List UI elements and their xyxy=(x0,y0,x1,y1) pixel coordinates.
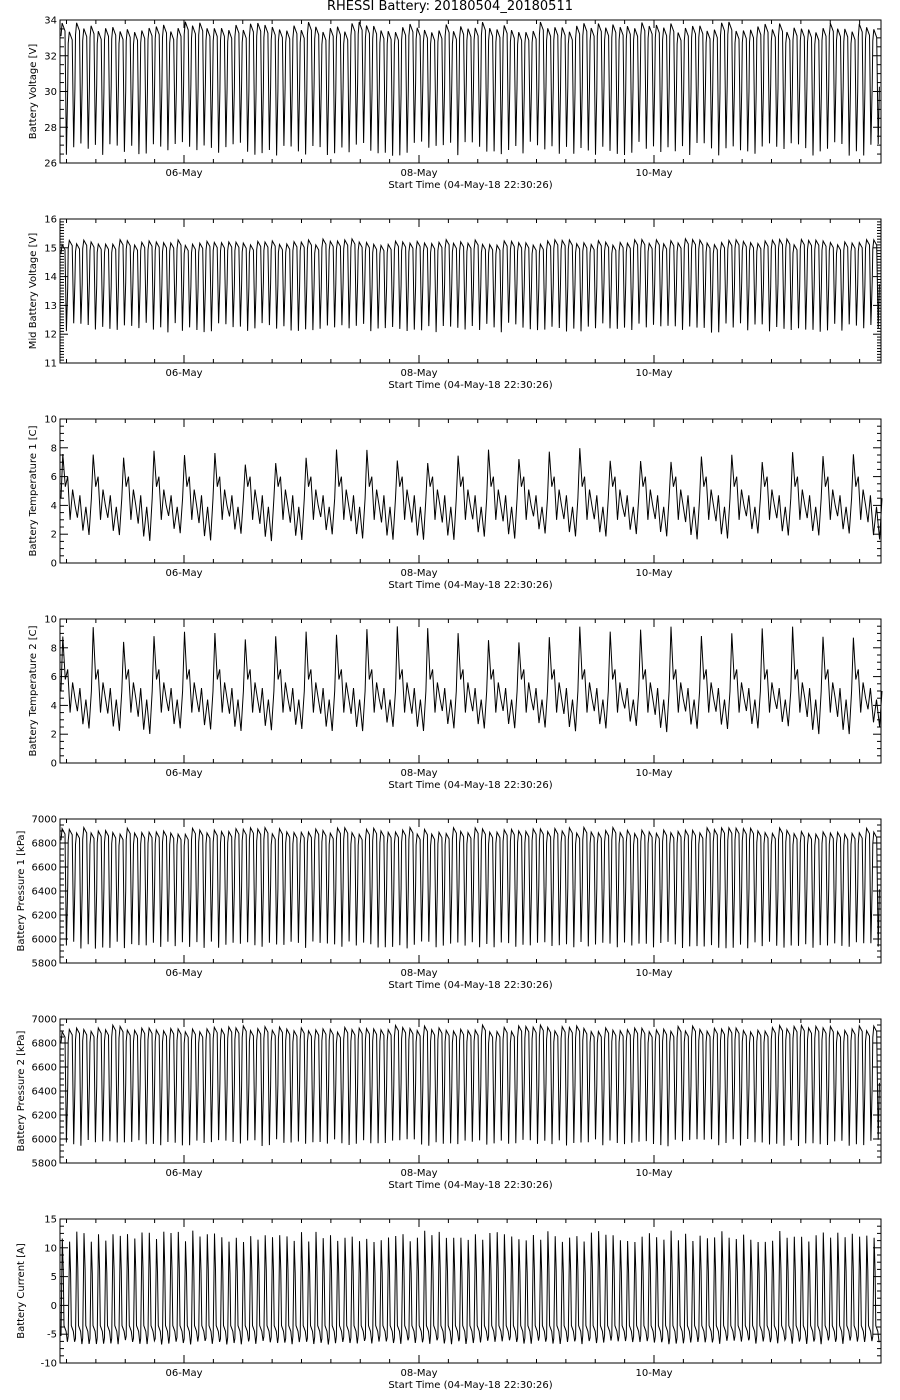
y-axis-label: Battery Pressure 1 [kPa] xyxy=(16,830,27,952)
y-tick-label: 10 xyxy=(44,614,57,626)
x-tick-label: 08-May xyxy=(400,1368,438,1379)
y-tick-label: 5800 xyxy=(31,958,57,970)
y-tick-label: 6400 xyxy=(31,1086,57,1098)
x-tick-label: 10-May xyxy=(635,168,673,179)
y-tick-label: 6 xyxy=(50,472,57,484)
x-tick-label: 10-May xyxy=(635,568,673,579)
x-tick-label: 08-May xyxy=(400,768,438,779)
panel-2 xyxy=(28,215,881,392)
series-line-mid-battery-voltage xyxy=(61,239,879,333)
y-axis-label: Battery Temperature 2 [C] xyxy=(28,625,39,757)
y-tick-label: 6600 xyxy=(31,862,57,874)
series-line-battery-temperature-1 xyxy=(61,448,882,541)
y-tick-label: 30 xyxy=(44,87,57,98)
x-axis-label: Start Time (04-May-18 22:30:26) xyxy=(388,180,553,191)
x-tick-label: 06-May xyxy=(165,1168,203,1179)
x-tick-label: 08-May xyxy=(400,1168,438,1179)
panel-5 xyxy=(16,815,881,992)
x-axis-label: Start Time (04-May-18 22:30:26) xyxy=(388,980,553,991)
x-tick-label: 10-May xyxy=(635,1168,673,1179)
x-tick-label: 06-May xyxy=(165,768,203,779)
x-axis-label: Start Time (04-May-18 22:30:26) xyxy=(388,380,553,391)
y-tick-label: 4 xyxy=(50,500,57,512)
y-tick-label: 8 xyxy=(50,443,57,455)
y-tick-label: 2 xyxy=(50,729,57,741)
panel-1 xyxy=(28,16,881,192)
y-tick-label: 10 xyxy=(44,1243,57,1255)
panel-6 xyxy=(16,1015,881,1192)
y-tick-label: 6400 xyxy=(31,886,57,898)
x-tick-label: 06-May xyxy=(165,1368,203,1379)
y-tick-label: 6 xyxy=(50,672,57,684)
y-tick-label: 8 xyxy=(50,643,57,655)
x-tick-label: 06-May xyxy=(165,968,203,979)
y-tick-label: 15 xyxy=(44,1214,57,1226)
y-tick-label: 15 xyxy=(44,243,57,255)
x-tick-label: 08-May xyxy=(400,168,438,179)
panel-4 xyxy=(28,615,882,792)
x-axis-label: Start Time (04-May-18 22:30:26) xyxy=(388,1380,553,1391)
y-tick-label: 26 xyxy=(44,158,57,170)
x-tick-label: 10-May xyxy=(635,768,673,779)
series-line-battery-pressure-1 xyxy=(61,828,879,949)
y-tick-label: 0 xyxy=(50,758,57,770)
y-axis-label: Battery Current [A] xyxy=(16,1243,27,1339)
series-line-battery-current xyxy=(61,1231,879,1345)
series-line-battery-voltage xyxy=(61,22,879,156)
y-tick-label: 12 xyxy=(44,329,57,341)
x-tick-label: 10-May xyxy=(635,368,673,379)
x-tick-label: 10-May xyxy=(635,968,673,979)
y-tick-label: 6800 xyxy=(31,838,57,850)
x-tick-label: 08-May xyxy=(400,568,438,579)
y-tick-label: -5 xyxy=(47,1329,57,1341)
y-tick-label: 4 xyxy=(50,700,57,712)
y-tick-label: 6800 xyxy=(31,1038,57,1050)
panel-7 xyxy=(16,1215,881,1392)
y-tick-label: 13 xyxy=(44,300,57,312)
x-tick-label: 06-May xyxy=(165,168,203,179)
y-tick-label: 11 xyxy=(44,358,57,370)
y-tick-label: 7000 xyxy=(31,814,57,826)
y-tick-label: 32 xyxy=(44,51,57,63)
plot-frame xyxy=(60,619,881,763)
x-tick-label: 06-May xyxy=(165,368,203,379)
y-tick-label: 6600 xyxy=(31,1062,57,1074)
chart-main-title: RHESSI Battery: 20180504_20180511 xyxy=(326,0,573,14)
y-tick-label: 28 xyxy=(44,122,57,134)
series-line-battery-pressure-2 xyxy=(61,1025,879,1146)
x-tick-label: 08-May xyxy=(400,968,438,979)
y-tick-label: 6000 xyxy=(31,1134,57,1146)
y-tick-label: 5 xyxy=(50,1272,57,1284)
x-tick-label: 06-May xyxy=(165,568,203,579)
x-tick-label: 08-May xyxy=(400,368,438,379)
y-tick-label: 0 xyxy=(50,1300,57,1312)
y-tick-label: -10 xyxy=(40,1358,57,1370)
y-tick-label: 5800 xyxy=(31,1158,57,1170)
y-tick-label: 16 xyxy=(44,214,57,226)
y-tick-label: 10 xyxy=(44,414,57,426)
y-axis-label: Battery Temperature 1 [C] xyxy=(28,425,39,557)
x-axis-label: Start Time (04-May-18 22:30:26) xyxy=(388,780,553,791)
y-tick-label: 14 xyxy=(44,272,57,284)
y-axis-label: Battery Voltage [V] xyxy=(28,43,39,140)
y-tick-label: 2 xyxy=(50,529,57,541)
y-axis-label: Battery Pressure 2 [kPa] xyxy=(16,1030,27,1152)
x-tick-label: 10-May xyxy=(635,1368,673,1379)
y-tick-label: 6200 xyxy=(31,1110,57,1122)
y-tick-label: 34 xyxy=(44,15,57,27)
x-axis-label: Start Time (04-May-18 22:30:26) xyxy=(388,1180,553,1191)
y-tick-label: 0 xyxy=(50,558,57,570)
y-tick-label: 6200 xyxy=(31,910,57,922)
y-tick-label: 6000 xyxy=(31,934,57,946)
series-line-battery-temperature-2 xyxy=(61,626,882,734)
x-axis-label: Start Time (04-May-18 22:30:26) xyxy=(388,580,553,591)
y-tick-label: 7000 xyxy=(31,1014,57,1026)
panel-3 xyxy=(28,415,882,592)
y-axis-label: Mid Battery Voltage [V] xyxy=(28,232,39,350)
